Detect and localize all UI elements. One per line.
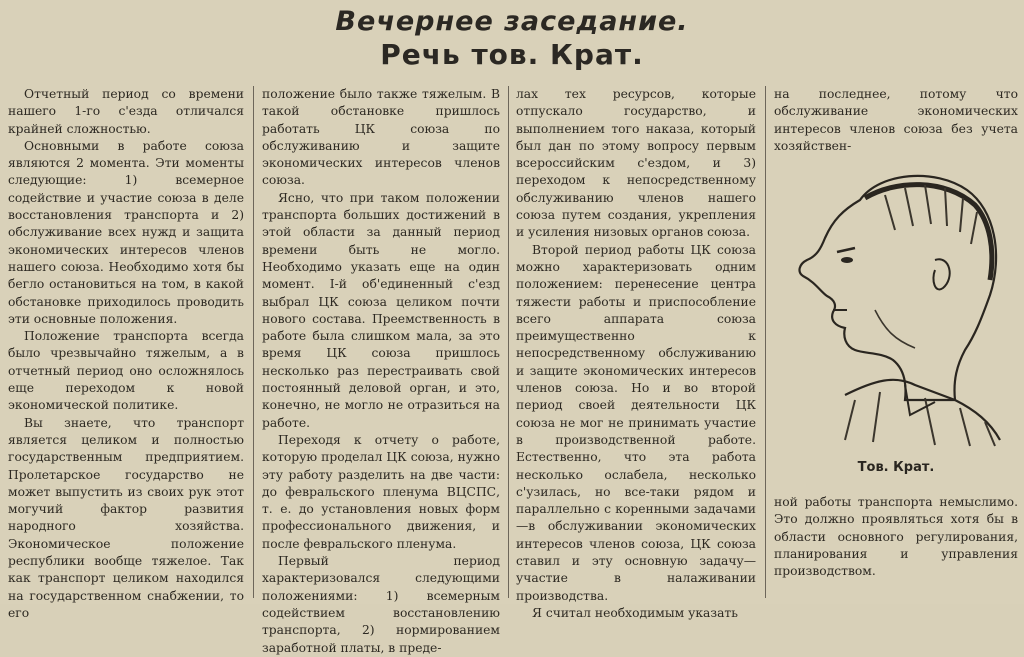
paragraph: Я считал необходимым указать: [532, 605, 738, 620]
column-divider: [765, 86, 766, 598]
article-column-3: [516, 86, 756, 620]
headline-subtitle: Речь тов. Крат.: [380, 38, 644, 71]
headline-title: Вечернее заседание.: [335, 6, 689, 37]
paragraph: на последнее, потому что обслуживание экономических интересов членов союза без учета хозяйствен-: [774, 87, 1018, 153]
column-divider: [508, 86, 509, 598]
column-divider: [253, 86, 254, 598]
paragraph: Положение транспорта всегда было чрезвычайно тяжелым, а в отчетный период оно осложнялось еще переходом к новой экономической политике.: [8, 329, 244, 413]
article-column-4-top: [774, 86, 1018, 153]
portrait-sketch-icon: [785, 160, 1005, 450]
paragraph: Первый период характеризовался следующими положениями: 1) всемерным содействием восстановлению транспорта, 2) нормированием заработной платы, в преде-: [262, 554, 500, 655]
paragraph: Второй период работы ЦК союза можно характеризовать одним положением: перенесение центра тяжести работы и приспособление всего аппарата союза преимущественно к непосредственному обслуживанию и защите экономических интересов членов союза. Но и во второй период своей деятельности ЦК союза не мог не принимать участие в производственной работе. Естественно, что эта работа несколько ослабела, несколько с'узилась, но все-таки рядом и параллельно с коренными задачами—в обслуживании экономических интересов членов союза, ЦК союза ставил и эту основную задачу—участие в налаживании производства.: [516, 242, 756, 603]
paragraph: Отчетный период со времени нашего 1-го с'езда отличался крайней сложностью.: [8, 87, 244, 136]
portrait-caption: Тов. Крат.: [857, 460, 935, 475]
paragraph: Вы знаете, что транспорт является целиком и полностью государственным предприятием. Пролетарское государство не может выпустить из своих рук этот могучий фактор развития народного хозяйства. Экономическое положение республики вообще тяжелое. Так как транспорт целиком находился на государственном снабжении, то его: [8, 415, 244, 620]
paragraph: положение было также тяжелым. В такой обстановке пришлось работать ЦК союза по обслуживанию и защите экономических интересов членов союза.: [262, 87, 500, 188]
paragraph: Ясно, что при таком положении транспорта больших достижений в этой области за данный период времени быть не могло. Необходимо указать еще на один момент. I-й об'единенный с'езд выбрал ЦК союза целиком почти нового состава. Преемственность в работе была слишком мала, за это время ЦК союза пришлось несколько раз перестраивать свой постоянный деловой орган, и это, конечно, не могло не отразиться на работе.: [262, 190, 500, 430]
paragraph: ной работы транспорта немыслимо. Это должно проявляться хотя бы в области основного регулирования, планирования и управления производством.: [774, 495, 1018, 579]
paragraph: лах тех ресурсов, которые отпускало государство, и выполнением того наказа, который был дан по этому вопросу первым всероссийским с'ездом, и 3) переходом к непосредственному обслуживанию членов нашего союза путем создания, укрепления и усиления низовых органов союза.: [516, 87, 756, 240]
article-column-1: [8, 86, 244, 620]
article-column-2: [262, 86, 500, 655]
paragraph: Основными в работе союза являются 2 момента. Эти моменты следующие: 1) всемерное содействие и участие союза в деле восстановления транспорта и 2) обслуживание всех нужд и защита экономических интересов членов нашего союза. Необходимо хотя бы бегло остановиться на том, в какой обстановке приходилось проводить эти основные положения.: [8, 138, 244, 326]
paragraph: Переходя к отчету о работе, которую проделал ЦК союза, нужно эту работу разделить на две части: до февральского пленума ВЦСПС, т. е. до установления новых форм профессионального движения, и после февральского пленума.: [262, 432, 500, 551]
article-column-4-bottom: [774, 494, 1018, 594]
